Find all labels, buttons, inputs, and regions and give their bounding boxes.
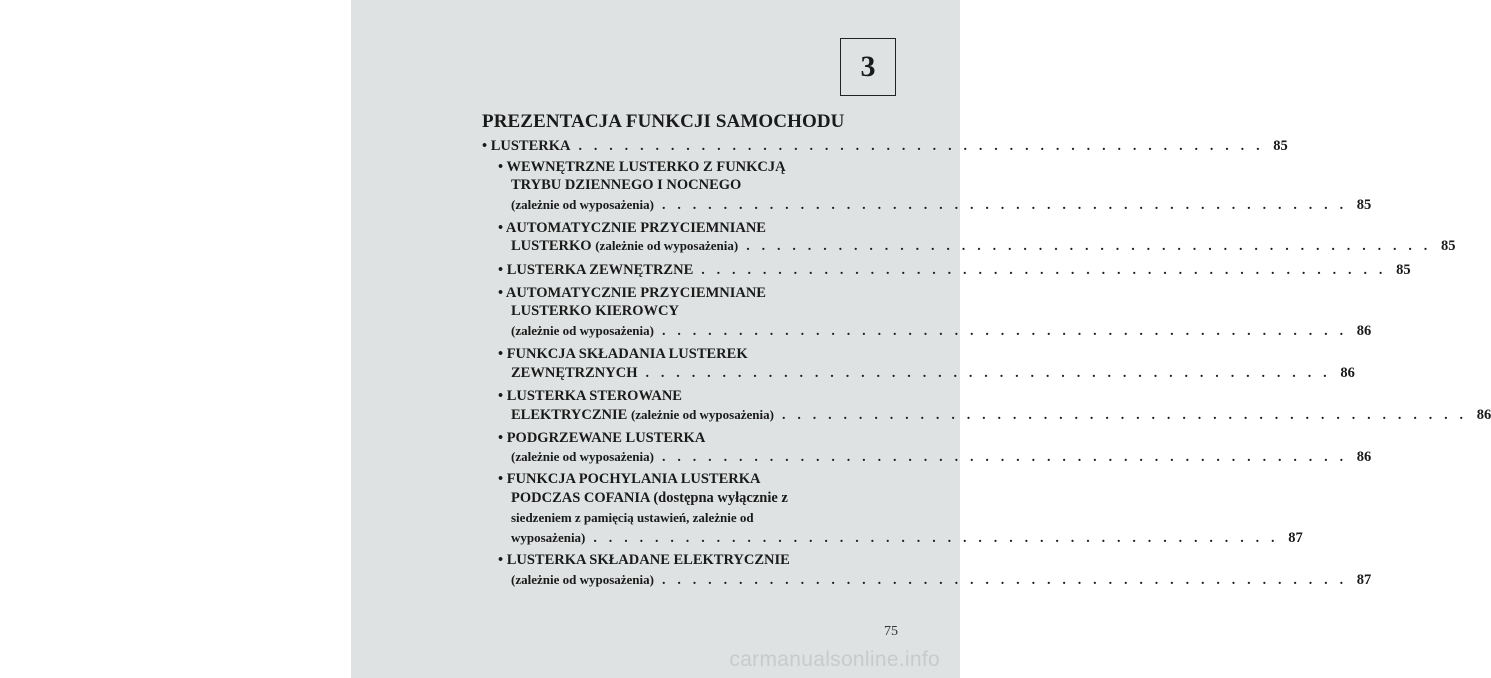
toc-page-number: 86	[1476, 407, 1491, 423]
toc-entry-line[interactable]: • FUNKCJA POCHYLANIA LUSTERKA	[498, 471, 761, 487]
toc-entry-power-folding-mirrors[interactable]: (zależnie od wyposażenia) . . . . . . . . . . . . . . . . . . . . . . . . . . . . . . . . . . . . . . . . . . . . . 87	[511, 572, 1372, 588]
toc-page-number: 86	[1356, 323, 1372, 339]
toc-page-number: 85	[1396, 262, 1411, 278]
toc-entry-outside-mirrors[interactable]: • LUSTERKA ZEWNĘTRZNE . . . . . . . . . . . . . . . . . . . . . . . . . . . . . . . . . . . . . . . . . . . . . 85	[498, 262, 1411, 278]
toc-entry-line[interactable]: • AUTOMATYCZNIE PRZYCIEMNIANE	[498, 220, 766, 236]
toc-entry-heated-mirrors[interactable]: (zależnie od wyposażenia) . . . . . . . . . . . . . . . . . . . . . . . . . . . . . . . . . . . . . . . . . . . . . 86	[511, 449, 1372, 465]
page-number: 75	[884, 624, 898, 639]
toc-page-number: 86	[1340, 365, 1355, 381]
toc-entry-line[interactable]: PODCZAS COFANIA (dostępna wyłącznie z	[511, 490, 788, 506]
toc-entry-line[interactable]: siedzeniem z pamięcią ustawień, zależnie od	[511, 510, 754, 525]
toc-entry-line[interactable]: LUSTERKO KIEROWCY	[511, 303, 679, 319]
section-title: PREZENTACJA FUNKCJI SAMOCHODU	[482, 111, 845, 132]
toc-entry-line[interactable]: • WEWNĘTRZNE LUSTERKO Z FUNKCJĄ	[498, 159, 786, 175]
toc-entry-line[interactable]: • FUNKCJA SKŁADANIA LUSTEREK	[498, 346, 748, 362]
toc-entry-auto-dimming-mirror[interactable]: LUSTERKO (zależnie od wyposażenia) . . . . . . . . . . . . . . . . . . . . . . . . . . . . . . . . . . . . . . . . . . . . . 85	[511, 238, 1456, 254]
chapter-number: 3	[860, 50, 876, 83]
toc-entry-line[interactable]: • AUTOMATYCZNIE PRZYCIEMNIANE	[498, 285, 766, 301]
toc-entry-inner-mirror[interactable]: (zależnie od wyposażenia) . . . . . . . . . . . . . . . . . . . . . . . . . . . . . . . . . . . . . . . . . . . . . 85	[511, 197, 1372, 213]
toc-entry-tilt-mirrors[interactable]: wyposażenia) . . . . . . . . . . . . . . . . . . . . . . . . . . . . . . . . . . . . . . . . . . . . . 87	[511, 530, 1303, 546]
toc-page-number: 85	[1356, 197, 1372, 213]
toc-page-number: 85	[1273, 138, 1288, 154]
toc-page-number: 86	[1356, 449, 1372, 465]
toc-entry-lusterka[interactable]: • LUSTERKA . . . . . . . . . . . . . . . . . . . . . . . . . . . . . . . . . . . . . . . . . . . . . 85	[482, 138, 1288, 154]
toc-page-number: 85	[1441, 238, 1456, 254]
toc-page-number: 87	[1288, 530, 1303, 546]
toc-entry-folding-mirrors[interactable]: ZEWNĘTRZNYCH . . . . . . . . . . . . . . . . . . . . . . . . . . . . . . . . . . . . . . . . . . . . . 86	[511, 365, 1355, 381]
toc-entry-driver-mirror[interactable]: (zależnie od wyposażenia) . . . . . . . . . . . . . . . . . . . . . . . . . . . . . . . . . . . . . . . . . . . . . 86	[511, 323, 1372, 339]
toc-entry-line[interactable]: TRYBU DZIENNEGO I NOCNEGO	[511, 177, 742, 193]
toc-entry-power-mirrors[interactable]: ELEKTRYCZNIE (zależnie od wyposażenia) . . . . . . . . . . . . . . . . . . . . . . . . . . . . . . . . . . . . . . . . . . . . . 86	[511, 407, 1491, 423]
toc-page-number: 87	[1356, 572, 1372, 588]
toc-entry-line[interactable]: • LUSTERKA STEROWANE	[498, 388, 682, 404]
toc-entry-line[interactable]: • PODGRZEWANE LUSTERKA	[498, 430, 706, 446]
toc-entry-line[interactable]: • LUSTERKA SKŁADANE ELEKTRYCZNIE	[498, 552, 790, 568]
watermark: carmanualsonline.info	[729, 648, 940, 671]
